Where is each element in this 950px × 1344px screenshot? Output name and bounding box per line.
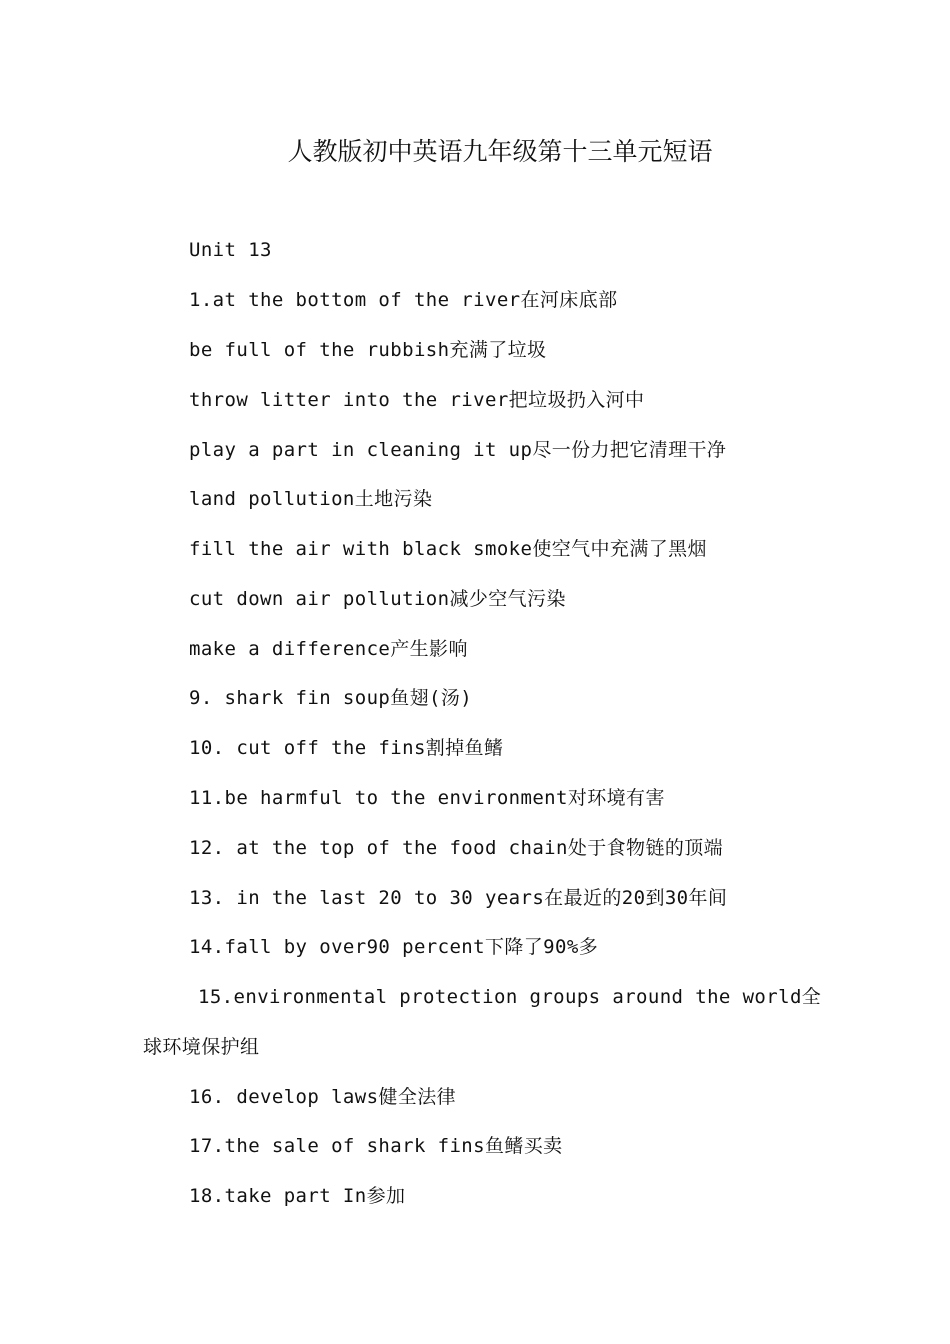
phrase-line: play a part in cleaning it up尽一份力把它清理干净 bbox=[189, 439, 727, 461]
phrase-line: 9. shark fin soup鱼翅(汤) bbox=[189, 687, 473, 709]
phrase-line: 10. cut off the fins割掉鱼鳍 bbox=[189, 737, 504, 759]
phrase-line: make a difference产生影响 bbox=[189, 638, 468, 660]
unit-heading: Unit 13 bbox=[189, 239, 272, 261]
phrase-line-wrapped: 15.environmental protection groups around the world全 bbox=[198, 986, 822, 1008]
phrase-line: 11.be harmful to the environment对环境有害 bbox=[189, 787, 665, 809]
phrase-line: cut down air pollution减少空气污染 bbox=[189, 588, 566, 610]
document-title: 人教版初中英语九年级第十三单元短语 bbox=[287, 137, 713, 166]
phrase-line: be full of the rubbish充满了垃圾 bbox=[189, 339, 547, 361]
phrase-line: 14.fall by over90 percent下降了90%多 bbox=[189, 936, 599, 958]
phrase-line: 18.take part In参加 bbox=[189, 1185, 406, 1207]
phrase-line: land pollution土地污染 bbox=[189, 488, 433, 510]
phrase-line: 12. at the top of the food chain处于食物链的顶端 bbox=[189, 837, 724, 859]
phrase-line: 13. in the last 20 to 30 years在最近的20到30年间 bbox=[189, 887, 728, 909]
phrase-line: 16. develop laws健全法律 bbox=[189, 1086, 457, 1108]
phrase-line-continuation: 球环境保护组 bbox=[143, 1036, 260, 1058]
phrase-line: 1.at the bottom of the river在河床底部 bbox=[189, 289, 618, 311]
phrase-line: throw litter into the river把垃圾扔入河中 bbox=[189, 389, 645, 411]
phrase-line: 17.the sale of shark fins鱼鳍买卖 bbox=[189, 1135, 563, 1157]
phrase-line: fill the air with black smoke使空气中充满了黑烟 bbox=[189, 538, 707, 560]
